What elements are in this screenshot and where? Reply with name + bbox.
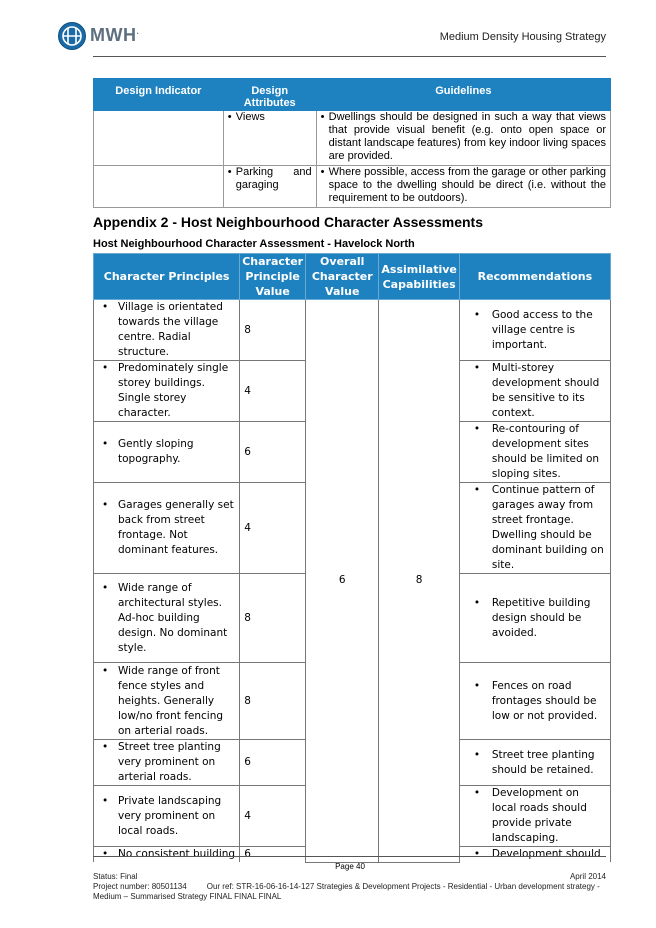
recommendation-cell: • Development on local roads should provide private landscaping. bbox=[459, 786, 610, 847]
table-row bbox=[94, 166, 611, 208]
principle-value-cell: 6 bbox=[240, 740, 306, 786]
principle-cell: • No consistent building bbox=[94, 847, 240, 863]
table-header-row bbox=[94, 79, 611, 111]
principle-value-cell: 4 bbox=[240, 483, 306, 574]
header-recommendations: Recommendations bbox=[459, 254, 610, 300]
recommendation-cell: • Re-contouring of development sites should be limited on sloping sites. bbox=[459, 422, 610, 483]
design-guidelines-table bbox=[93, 78, 611, 208]
principle-cell: • Garages generally set back from street frontage. Not dominant features. bbox=[94, 483, 240, 574]
header-design-attributes: Design Attributes bbox=[223, 79, 316, 111]
header-assimilative: Assimilative Capabilities bbox=[379, 254, 459, 300]
guideline-cell: • Dwellings should be designed in such a way that views that provide visual benefit (e.g. onto open space or distant landscape features) from key indoor living spaces are provided. bbox=[316, 111, 610, 166]
principle-value-cell: 8 bbox=[240, 300, 306, 361]
principle-cell: • Wide range of architectural styles. Ad-hoc building design. No dominant style. bbox=[94, 574, 240, 663]
footer-divider bbox=[93, 856, 606, 857]
mwh-logo-icon bbox=[58, 22, 86, 50]
recommendation-cell: • Fences on road frontages should be low or not provided. bbox=[459, 663, 610, 740]
appendix-heading: Appendix 2 - Host Neighbourhood Character Assessments bbox=[93, 214, 483, 230]
principle-value-cell: 4 bbox=[240, 361, 306, 422]
page-number: Page 40 bbox=[335, 862, 365, 871]
recommendation-cell: • Good access to the village centre is important. bbox=[459, 300, 610, 361]
principle-cell: • Village is orientated towards the village centre. Radial structure. bbox=[94, 300, 240, 361]
attribute-cell: • Views bbox=[223, 111, 316, 166]
indicator-cell bbox=[94, 111, 224, 166]
principle-cell: • Wide range of front fence styles and heights. Generally low/no front fencing on arterial roads. bbox=[94, 663, 240, 740]
principle-cell: • Predominately single storey buildings. Single storey character. bbox=[94, 361, 240, 422]
reference-text: Our ref: STR-16-06-16-14-127 Strategies & Development Projects - Residential - Urban development strategy - Medium – Summarised Strategy FINAL FINAL FINAL bbox=[93, 882, 600, 901]
table-row bbox=[94, 111, 611, 166]
header-principle-value: Character Principle Value bbox=[240, 254, 306, 300]
assessment-subheading: Host Neighbourhood Character Assessment - Havelock North bbox=[93, 238, 415, 250]
recommendation-cell: • Repetitive building design should be avoided. bbox=[459, 574, 610, 663]
principle-value-cell: 6 bbox=[240, 422, 306, 483]
principle-value-cell: 6 bbox=[240, 847, 306, 863]
assimilative-capabilities: 8 bbox=[379, 300, 459, 863]
principle-value-cell: 4 bbox=[240, 786, 306, 847]
logo-text: MWH. bbox=[90, 25, 140, 45]
overall-character-value: 6 bbox=[306, 300, 379, 863]
footer bbox=[93, 872, 606, 902]
recommendation-cell: • Development should bbox=[459, 847, 610, 863]
table-header-row bbox=[94, 254, 611, 300]
header-guidelines: Guidelines bbox=[316, 79, 610, 111]
principle-cell: • Street tree planting very prominent on arterial roads. bbox=[94, 740, 240, 786]
guideline-cell: • Where possible, access from the garage or other parking space to the dwelling should be direct (i.e. without the requirement to be outdoors). bbox=[316, 166, 610, 208]
table-row bbox=[94, 300, 611, 361]
header-overall-value: Overall Character Value bbox=[306, 254, 379, 300]
recommendation-cell: • Street tree planting should be retained. bbox=[459, 740, 610, 786]
header-design-indicator: Design Indicator bbox=[94, 79, 224, 111]
principle-value-cell: 8 bbox=[240, 574, 306, 663]
attribute-cell: • Parking and garaging bbox=[223, 166, 316, 208]
document-title: Medium Density Housing Strategy bbox=[439, 31, 606, 43]
principle-cell: • Gently sloping topography. bbox=[94, 422, 240, 483]
header-character-principles: Character Principles bbox=[94, 254, 240, 300]
character-assessment-table bbox=[93, 253, 611, 863]
header-divider bbox=[93, 56, 606, 57]
project-number: Project number: 80501134 bbox=[93, 882, 187, 891]
principle-cell: • Private landscaping very prominent on local roads. bbox=[94, 786, 240, 847]
principle-value-cell: 8 bbox=[240, 663, 306, 740]
indicator-cell bbox=[94, 166, 224, 208]
status-text: Status: Final bbox=[93, 872, 138, 881]
recommendation-cell: • Multi-storey development should be sensitive to its context. bbox=[459, 361, 610, 422]
recommendation-cell: • Continue pattern of garages away from street frontage. Dwelling should be dominant building on site. bbox=[459, 483, 610, 574]
date-text: April 2014 bbox=[569, 872, 606, 881]
